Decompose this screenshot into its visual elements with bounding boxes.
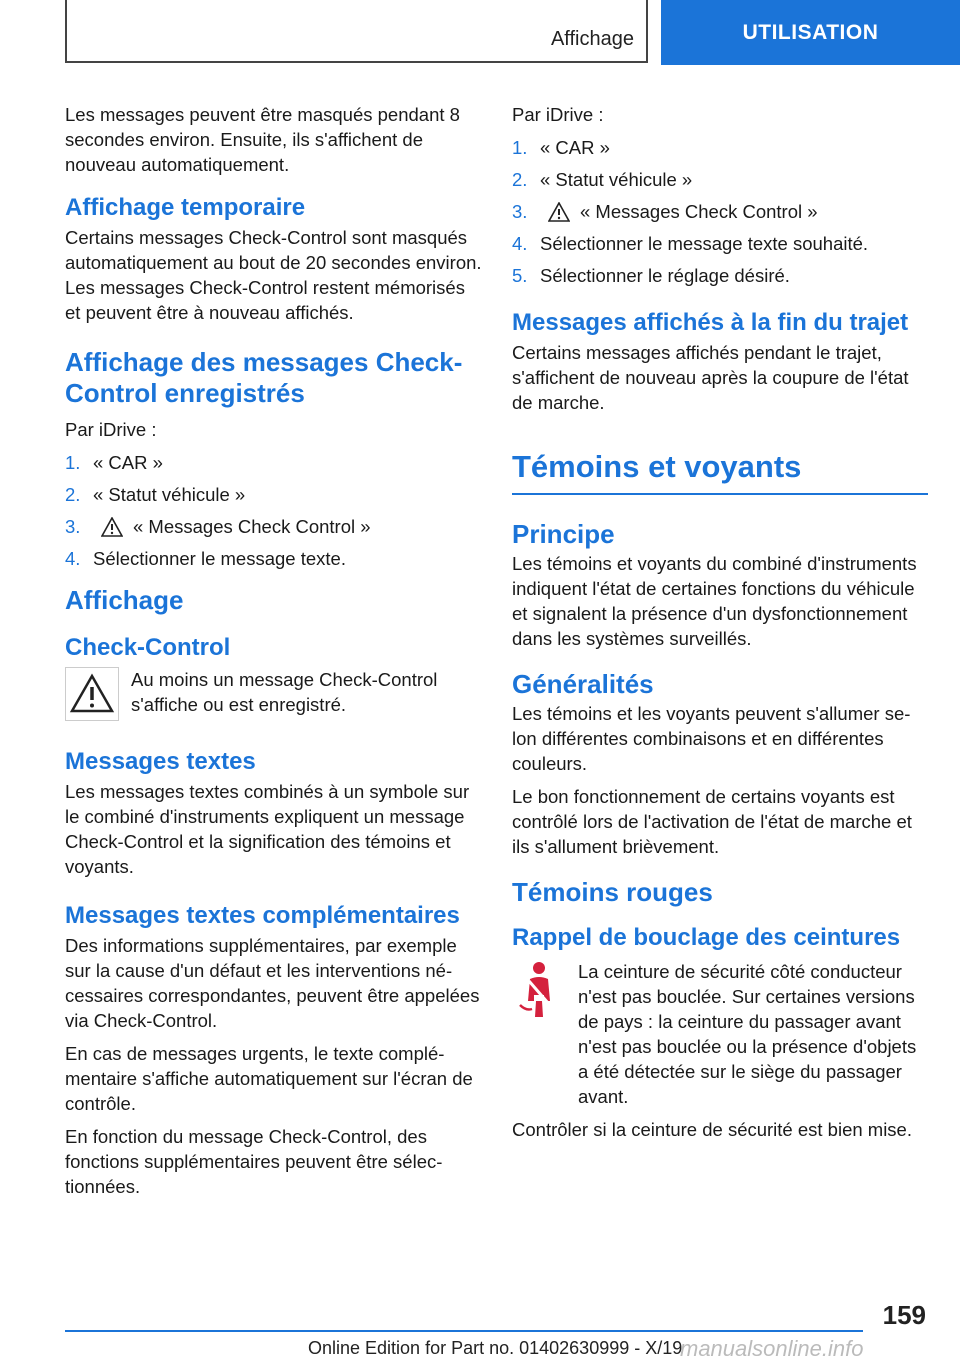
heading-check-control: Check-Control — [65, 634, 231, 661]
step-text: « Statut véhicule » — [540, 169, 693, 190]
step-text: Sélectionner le message texte. — [93, 548, 346, 569]
list-item — [65, 450, 483, 475]
paragraph-principe: Les témoins et voyants du combiné d'instruments indiquent l'état de certaines fonctions du véhicule et signalent la présence d'un dysfonctionnement dans les systèmes surveillés. — [512, 553, 917, 649]
steps-list-right — [512, 135, 928, 288]
step-number: 2. — [512, 169, 528, 190]
step-text: « Messages Check Control » — [133, 516, 371, 537]
heading-affichage-temporaire: Affichage temporaire — [65, 194, 306, 221]
step-number: 5. — [512, 265, 528, 286]
right-column — [512, 102, 928, 1150]
paragraph-rappel-2: Contrôler si la ceinture de sécurité est bien mise. — [512, 1119, 912, 1140]
heading-messages-textes: Messages textes — [65, 748, 256, 775]
heading-messages-complementaires: Messages textes complémentaires — [65, 902, 460, 929]
paragraph-complementaires-1: Des informations supplémentaires, par exemple sur la cause d'un défaut et les interventions nécessaires correspondantes, peuvent être appelées via Check-Control. — [65, 935, 480, 1031]
list-item — [512, 199, 928, 224]
heading-affichage: Affichage — [65, 585, 184, 615]
header-section-title: Affichage — [550, 28, 634, 50]
seatbelt-warning-icon — [512, 959, 566, 1019]
list-item — [512, 231, 928, 256]
paragraph-complementaires-3: En fonction du message Check-Control, des fonctions supplémentaires peuvent être sélectionnées. — [65, 1126, 443, 1197]
step-number: 4. — [65, 548, 81, 569]
step-text: « CAR » — [93, 452, 163, 473]
steps-list-left — [65, 450, 483, 571]
list-item — [65, 546, 483, 571]
footer-divider — [65, 1330, 863, 1332]
heading-rappel-ceintures: Rappel de bouclage des ceintures — [512, 924, 901, 951]
heading-principe: Principe — [512, 519, 615, 549]
heading-fin-du-trajet: Messages affichés à la fin du trajet — [512, 309, 909, 336]
list-item — [512, 167, 928, 192]
warning-triangle-icon — [65, 667, 119, 721]
step-number: 4. — [512, 233, 528, 254]
step-text: Sélectionner le réglage désiré. — [540, 265, 790, 286]
edition-text: Online Edition for Part no. 01402630999 - X/19 — [308, 1338, 683, 1358]
heading-temoins-voyants: Témoins et voyants — [512, 447, 928, 495]
header-chapter-tab: UTILISATION — [661, 0, 960, 65]
paragraph-generalites-2: Le bon fonctionnement de certains voyants est contrôlé lors de l'activation de l'état de marche et ils s'allument brièvement. — [512, 786, 912, 857]
heading-generalites: Généralités — [512, 669, 654, 699]
list-item — [512, 135, 928, 160]
list-item — [65, 514, 483, 539]
check-control-text: Au moins un message Check-Control s'affiche ou est enregistré. — [131, 669, 438, 715]
step-number: 2. — [65, 484, 81, 505]
list-item — [65, 482, 483, 507]
watermark: manualsonline.info — [680, 1336, 864, 1361]
paragraph-fin-du-trajet: Certains messages affichés pendant le trajet, s'affichent de nouveau après la coupure de l'état de marche. — [512, 342, 909, 413]
paragraph-messages-textes: Les messages textes combinés à un symbole sur le combiné d'instruments expliquent un message Check-Control et la signification des témoins et voyants. — [65, 781, 470, 877]
step-number: 3. — [512, 201, 528, 222]
step-text: « Messages Check Control » — [580, 201, 818, 222]
warning-triangle-icon — [548, 202, 570, 222]
rappel-row — [512, 959, 928, 1117]
warning-triangle-icon — [101, 517, 123, 537]
heading-temoins-rouges: Témoins rouges — [512, 877, 713, 907]
step-text: « Statut véhicule » — [93, 484, 246, 505]
idrive-label: Par iDrive : — [512, 104, 604, 125]
check-control-row — [65, 667, 483, 725]
step-text: Sélectionner le message texte souhaité. — [540, 233, 869, 254]
step-number: 1. — [512, 137, 528, 158]
idrive-label: Par iDrive : — [65, 419, 157, 440]
paragraph-complementaires-2: En cas de messages urgents, le texte complémentaire s'affiche automatiquement sur l'écran de contrôle. — [65, 1043, 473, 1114]
list-item — [512, 263, 928, 288]
step-text: « CAR » — [540, 137, 610, 158]
step-number: 1. — [65, 452, 81, 473]
page-number: 159 — [882, 1300, 926, 1330]
intro-paragraph: Les messages peuvent être masqués pendant 8 secondes environ. Ensuite, ils s'affichent de nouveau automatiquement. — [65, 104, 460, 175]
paragraph-rappel: La ceinture de sécurité côté conducteur n'est pas bouclée. Sur certaines versions de pays : la ceinture du passager avant n'est pas bouclée ou la présence d'objets a été détectée sur le siège du passager avant. — [578, 961, 917, 1107]
paragraph-temporaire: Certains messages Check-Control sont masqués automatiquement au bout de 20 secondes environ. Les messages Check-Control restent mémorisés et peuvent être à nouveau affichés. — [65, 227, 482, 323]
step-number: 3. — [65, 516, 81, 537]
paragraph-generalites-1: Les témoins et les voyants peuvent s'allumer selon différentes combinaisons et en différentes couleurs. — [512, 703, 911, 774]
left-column — [65, 102, 483, 1207]
heading-stored-messages: Affichage des messages Check-Control enregistrés — [65, 347, 463, 408]
